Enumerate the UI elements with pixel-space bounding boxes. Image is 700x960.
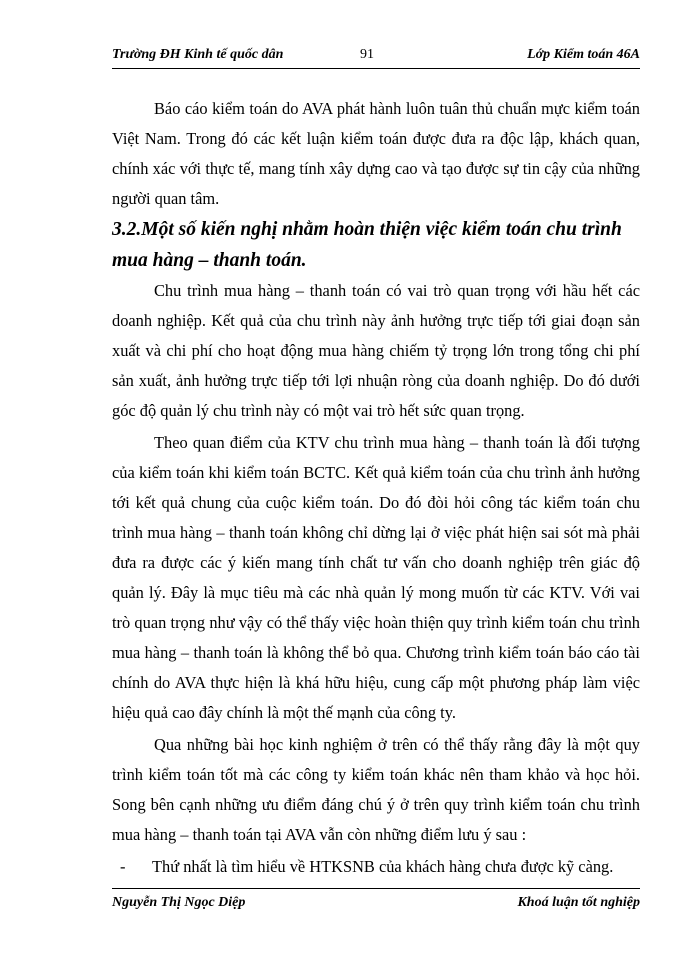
footer-author: Nguyễn Thị Ngọc Diệp (112, 895, 246, 910)
paragraph-3: Theo quan điểm của KTV chu trình mua hàng – thanh toán là đối tượng của kiểm toán khi kiểm toán BCTC. Kết quả kiểm toán của chu trình ảnh hưởng tới kết quả chung của cuộc kiểm toán. Do đó đòi hỏi công tác kiểm toán chu trình mua hàng – thanh toán không chỉ dừng lại ở việc phát hiện sai sót mà phải đưa ra được các ý kiến mang tính chất tư vấn cho doanh nghiệp trên giác độ quản lý. Đây là mục tiêu mà các nhà quản lý mong muốn từ các KTV. Với vai trò quan trọng như vậy có thể thấy việc hoàn thiện quy trình kiểm toán chu trình mua hàng – thanh toán là không thể bỏ qua. Chương trình kiểm toán báo cáo tài chính do AVA thực hiện là khá hữu hiệu, cung cấp một phương pháp làm việc hiệu quả cao đây chính là một thế mạnh của công ty. (112, 433, 640, 722)
page-body (112, 94, 640, 882)
section-heading: 3.2.Một số kiến nghị nhằm hoàn thiện việc kiểm toán chu trình mua hàng – thanh toán. (112, 219, 622, 271)
paragraph-2: Chu trình mua hàng – thanh toán có vai trò quan trọng với hầu hết các doanh nghiệp. Kết quả của chu trình này ảnh hưởng trực tiếp tới giai đoạn sản xuất và chi phí cho hoạt động mua hàng chiếm tỷ trọng lớn trong tổng chi phí sản xuất, ảnh hưởng trực tiếp tới lợi nhuận ròng của doanh nghiệp. Do đó dưới góc độ quản lý chu trình này có một vai trò hết sức quan trọng. (112, 281, 640, 420)
page-header (112, 44, 640, 69)
header-class: Lớp Kiểm toán 46A (527, 47, 640, 62)
header-page-number: 91 (360, 47, 374, 62)
paragraph-1: Báo cáo kiểm toán do AVA phát hành luôn tuân thủ chuẩn mực kiểm toán Việt Nam. Trong đó các kết luận kiểm toán được đưa ra độc lập, khách quan, chính xác với thực tế, mang tính xây dựng cao và tạo được sự tin cậy của những người quan tâm. (112, 99, 640, 208)
footer-thesis: Khoá luận tốt nghiệp (517, 895, 640, 910)
page-footer (112, 888, 640, 913)
header-school: Trường ĐH Kinh tế quốc dân (112, 47, 284, 62)
bullet-text: Thứ nhất là tìm hiểu về HTKSNB của khách hàng chưa được kỹ càng. (152, 857, 614, 876)
bullet-dash: - (120, 857, 126, 876)
bullet-item-1 (112, 852, 640, 882)
paragraph-4: Qua những bài học kinh nghiệm ở trên có thể thấy rằng đây là một quy trình kiểm toán tốt mà các công ty kiểm toán khác nên tham khảo và học hỏi. Song bên cạnh những ưu điểm đáng chú ý ở trên quy trình kiểm toán chu trình mua hàng – thanh toán tại AVA vẫn còn những điểm lưu ý sau : (112, 735, 640, 844)
